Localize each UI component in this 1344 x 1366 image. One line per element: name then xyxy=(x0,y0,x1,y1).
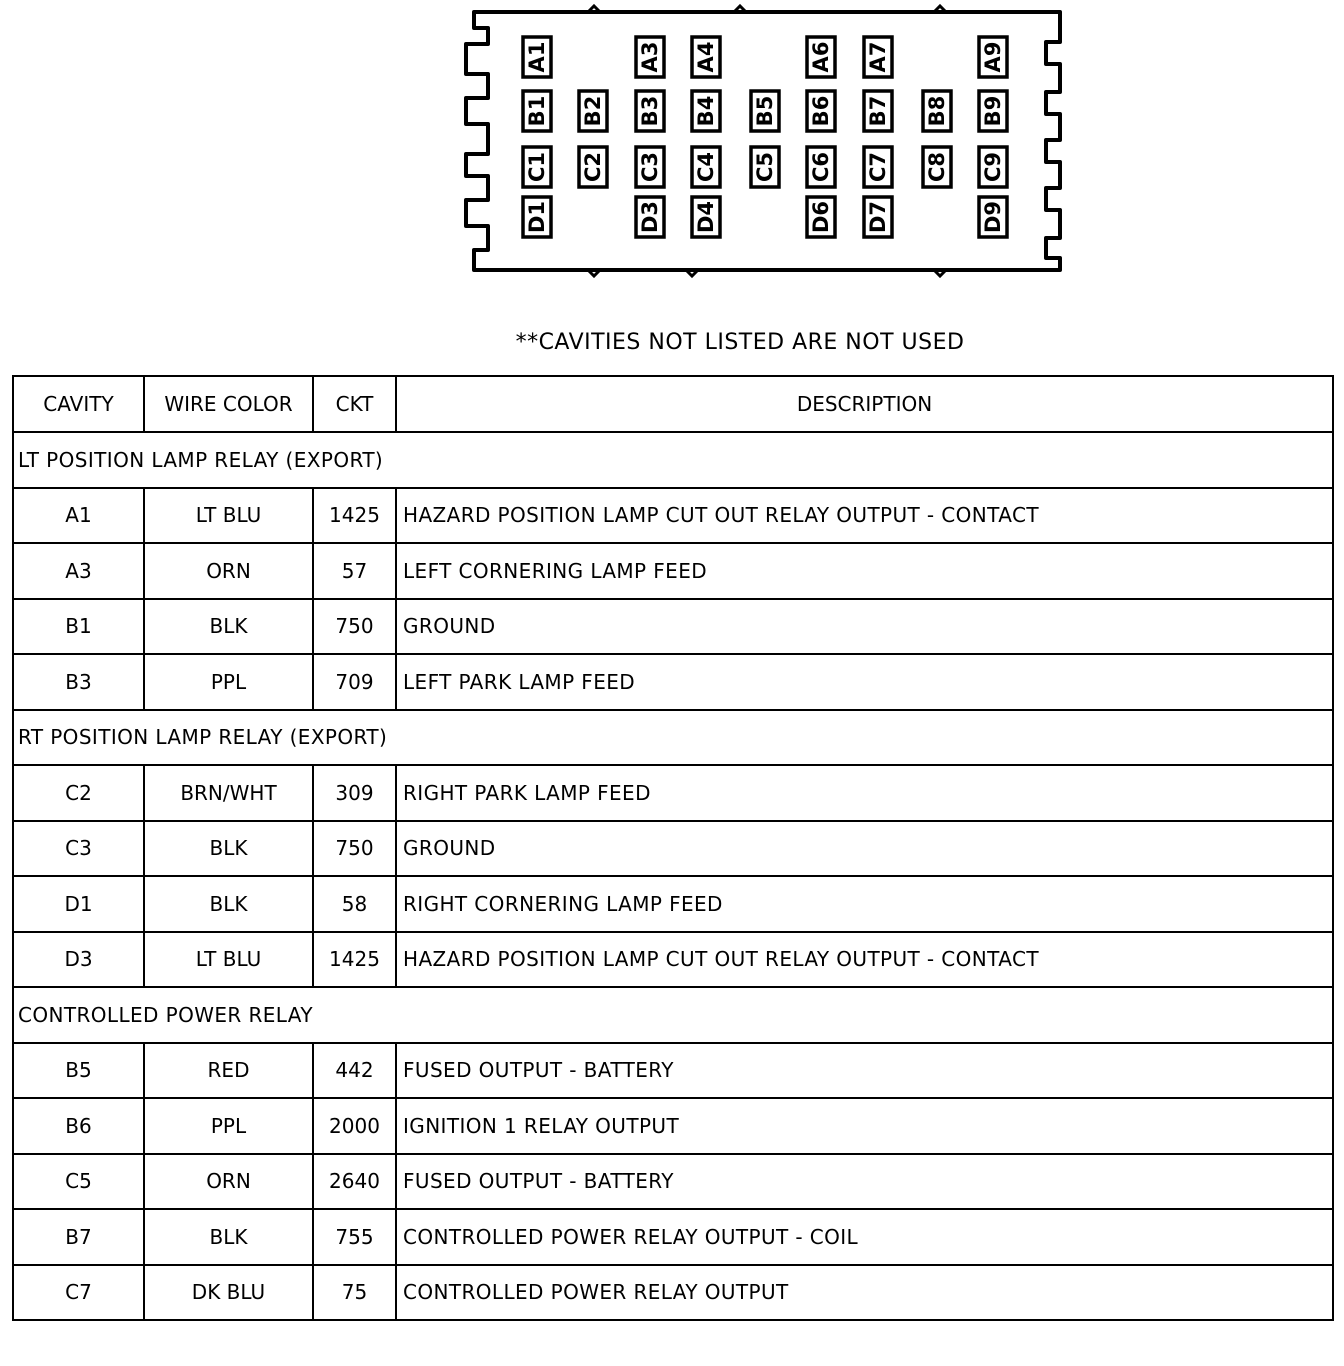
cavity-C5 xyxy=(751,147,779,187)
cavity-B2 xyxy=(579,91,607,131)
ckt-cell: 442 xyxy=(313,1043,396,1099)
header-cavity: CAVITY xyxy=(13,376,144,432)
cavity-A7 xyxy=(864,37,892,77)
cavity-B4 xyxy=(692,91,720,131)
section-row xyxy=(13,987,1333,1043)
section-row xyxy=(13,432,1333,488)
table-row xyxy=(13,488,1333,544)
cavity-A3 xyxy=(636,37,664,77)
cavity-D4 xyxy=(692,197,720,237)
cavity-cell: C2 xyxy=(13,765,144,821)
cavity-C7 xyxy=(864,147,892,187)
cavity-D7 xyxy=(864,197,892,237)
cavity-grid xyxy=(523,37,1007,237)
cavity-label: C7 xyxy=(866,151,890,183)
cavity-label: B7 xyxy=(866,95,890,127)
cavity-label: A1 xyxy=(525,41,549,73)
wire-color-cell: BLK xyxy=(144,876,313,932)
cavity-label: C5 xyxy=(753,151,777,183)
cavity-A9 xyxy=(979,37,1007,77)
wire-color-cell: PPL xyxy=(144,1098,313,1154)
cavity-C4 xyxy=(692,147,720,187)
table-row xyxy=(13,876,1333,932)
cavity-label: C8 xyxy=(925,151,949,183)
wire-color-cell: ORN xyxy=(144,1154,313,1210)
cavity-D3 xyxy=(636,197,664,237)
cavity-A4 xyxy=(692,37,720,77)
section-title: RT POSITION LAMP RELAY (EXPORT) xyxy=(13,710,1333,766)
description-cell: IGNITION 1 RELAY OUTPUT xyxy=(396,1098,1333,1154)
cavity-B5 xyxy=(751,91,779,131)
cavity-label: A6 xyxy=(809,41,833,73)
ckt-cell: 750 xyxy=(313,599,396,655)
cavity-cell: B3 xyxy=(13,654,144,710)
wire-color-cell: PPL xyxy=(144,654,313,710)
cavity-B1 xyxy=(523,91,551,131)
cavity-label: C2 xyxy=(581,151,605,183)
description-cell: CONTROLLED POWER RELAY OUTPUT - COIL xyxy=(396,1209,1333,1265)
unused-cavities-note: **CAVITIES NOT LISTED ARE NOT USED xyxy=(515,330,965,355)
cavity-label: B9 xyxy=(981,95,1005,127)
cavity-label: C4 xyxy=(694,151,718,183)
cavity-D1 xyxy=(523,197,551,237)
description-cell: RIGHT CORNERING LAMP FEED xyxy=(396,876,1333,932)
wire-color-cell: BLK xyxy=(144,821,313,877)
cavity-label: C6 xyxy=(809,151,833,183)
cavity-cell: C5 xyxy=(13,1154,144,1210)
table-header-row xyxy=(13,376,1333,432)
cavity-C1 xyxy=(523,147,551,187)
cavity-label: B8 xyxy=(925,95,949,127)
wire-color-cell: BLK xyxy=(144,1209,313,1265)
cavity-cell: C7 xyxy=(13,1265,144,1321)
cavity-cell: B1 xyxy=(13,599,144,655)
cavity-label: B6 xyxy=(809,95,833,127)
description-cell: GROUND xyxy=(396,821,1333,877)
cavity-C3 xyxy=(636,147,664,187)
table-row xyxy=(13,543,1333,599)
section-title: CONTROLLED POWER RELAY xyxy=(13,987,1333,1043)
description-cell: HAZARD POSITION LAMP CUT OUT RELAY OUTPUT - CONTACT xyxy=(396,932,1333,988)
description-cell: LEFT CORNERING LAMP FEED xyxy=(396,543,1333,599)
cavity-D6 xyxy=(807,197,835,237)
table-row xyxy=(13,599,1333,655)
cavity-B8 xyxy=(923,91,951,131)
description-cell: GROUND xyxy=(396,599,1333,655)
header-ckt: CKT xyxy=(313,376,396,432)
cavity-label: D7 xyxy=(866,200,890,234)
connector-face-diagram xyxy=(0,0,1344,300)
cavity-B7 xyxy=(864,91,892,131)
cavity-label: A7 xyxy=(866,41,890,73)
cavity-B6 xyxy=(807,91,835,131)
ckt-cell: 57 xyxy=(313,543,396,599)
ckt-cell: 750 xyxy=(313,821,396,877)
cavity-label: A3 xyxy=(638,41,662,73)
description-cell: LEFT PARK LAMP FEED xyxy=(396,654,1333,710)
wire-color-cell: LT BLU xyxy=(144,932,313,988)
connector-outline xyxy=(466,12,1060,270)
cavity-label: A4 xyxy=(694,41,718,73)
cavity-cell: A1 xyxy=(13,488,144,544)
cavity-label: D6 xyxy=(809,200,833,234)
cavity-label: D3 xyxy=(638,200,662,234)
cavity-B9 xyxy=(979,91,1007,131)
ckt-cell: 1425 xyxy=(313,932,396,988)
ckt-cell: 309 xyxy=(313,765,396,821)
cavity-label: C3 xyxy=(638,151,662,183)
description-cell: HAZARD POSITION LAMP CUT OUT RELAY OUTPUT - CONTACT xyxy=(396,488,1333,544)
cavity-cell: B5 xyxy=(13,1043,144,1099)
cavity-cell: C3 xyxy=(13,821,144,877)
section-title: LT POSITION LAMP RELAY (EXPORT) xyxy=(13,432,1333,488)
header-wire-color: WIRE COLOR xyxy=(144,376,313,432)
description-cell: FUSED OUTPUT - BATTERY xyxy=(396,1043,1333,1099)
cavity-cell: D1 xyxy=(13,876,144,932)
cavity-D9 xyxy=(979,197,1007,237)
cavity-label: D4 xyxy=(694,200,718,234)
table-row xyxy=(13,821,1333,877)
description-cell: RIGHT PARK LAMP FEED xyxy=(396,765,1333,821)
cavity-C6 xyxy=(807,147,835,187)
cavity-label: B2 xyxy=(581,95,605,127)
table-row xyxy=(13,1265,1333,1321)
ckt-cell: 709 xyxy=(313,654,396,710)
wire-color-cell: LT BLU xyxy=(144,488,313,544)
cavity-label: A9 xyxy=(981,41,1005,73)
cavity-label: D1 xyxy=(525,200,549,234)
table-row xyxy=(13,765,1333,821)
cavity-label: C1 xyxy=(525,151,549,183)
cavity-label: B5 xyxy=(753,95,777,127)
cavity-label: B3 xyxy=(638,95,662,127)
cavity-B3 xyxy=(636,91,664,131)
wire-color-cell: RED xyxy=(144,1043,313,1099)
wire-color-cell: ORN xyxy=(144,543,313,599)
connector-pinout-table xyxy=(12,375,1334,1321)
wire-color-cell: DK BLU xyxy=(144,1265,313,1321)
cavity-A1 xyxy=(523,37,551,77)
ckt-cell: 2640 xyxy=(313,1154,396,1210)
cavity-label: B4 xyxy=(694,95,718,127)
ckt-cell: 58 xyxy=(313,876,396,932)
section-row xyxy=(13,710,1333,766)
ckt-cell: 2000 xyxy=(313,1098,396,1154)
table-row xyxy=(13,1154,1333,1210)
table-row xyxy=(13,1098,1333,1154)
ckt-cell: 75 xyxy=(313,1265,396,1321)
cavity-A6 xyxy=(807,37,835,77)
cavity-cell: B7 xyxy=(13,1209,144,1265)
wire-color-cell: BLK xyxy=(144,599,313,655)
cavity-label: D9 xyxy=(981,200,1005,234)
cavity-cell: A3 xyxy=(13,543,144,599)
cavity-label: C9 xyxy=(981,151,1005,183)
cavity-C2 xyxy=(579,147,607,187)
table-row xyxy=(13,1043,1333,1099)
ckt-cell: 1425 xyxy=(313,488,396,544)
wire-color-cell: BRN/WHT xyxy=(144,765,313,821)
header-description: DESCRIPTION xyxy=(396,376,1333,432)
table-row xyxy=(13,932,1333,988)
cavity-C8 xyxy=(923,147,951,187)
cavity-cell: D3 xyxy=(13,932,144,988)
ckt-cell: 755 xyxy=(313,1209,396,1265)
cavity-label: B1 xyxy=(525,95,549,127)
table-row xyxy=(13,654,1333,710)
cavity-cell: B6 xyxy=(13,1098,144,1154)
cavity-C9 xyxy=(979,147,1007,187)
description-cell: FUSED OUTPUT - BATTERY xyxy=(396,1154,1333,1210)
description-cell: CONTROLLED POWER RELAY OUTPUT xyxy=(396,1265,1333,1321)
table-row xyxy=(13,1209,1333,1265)
